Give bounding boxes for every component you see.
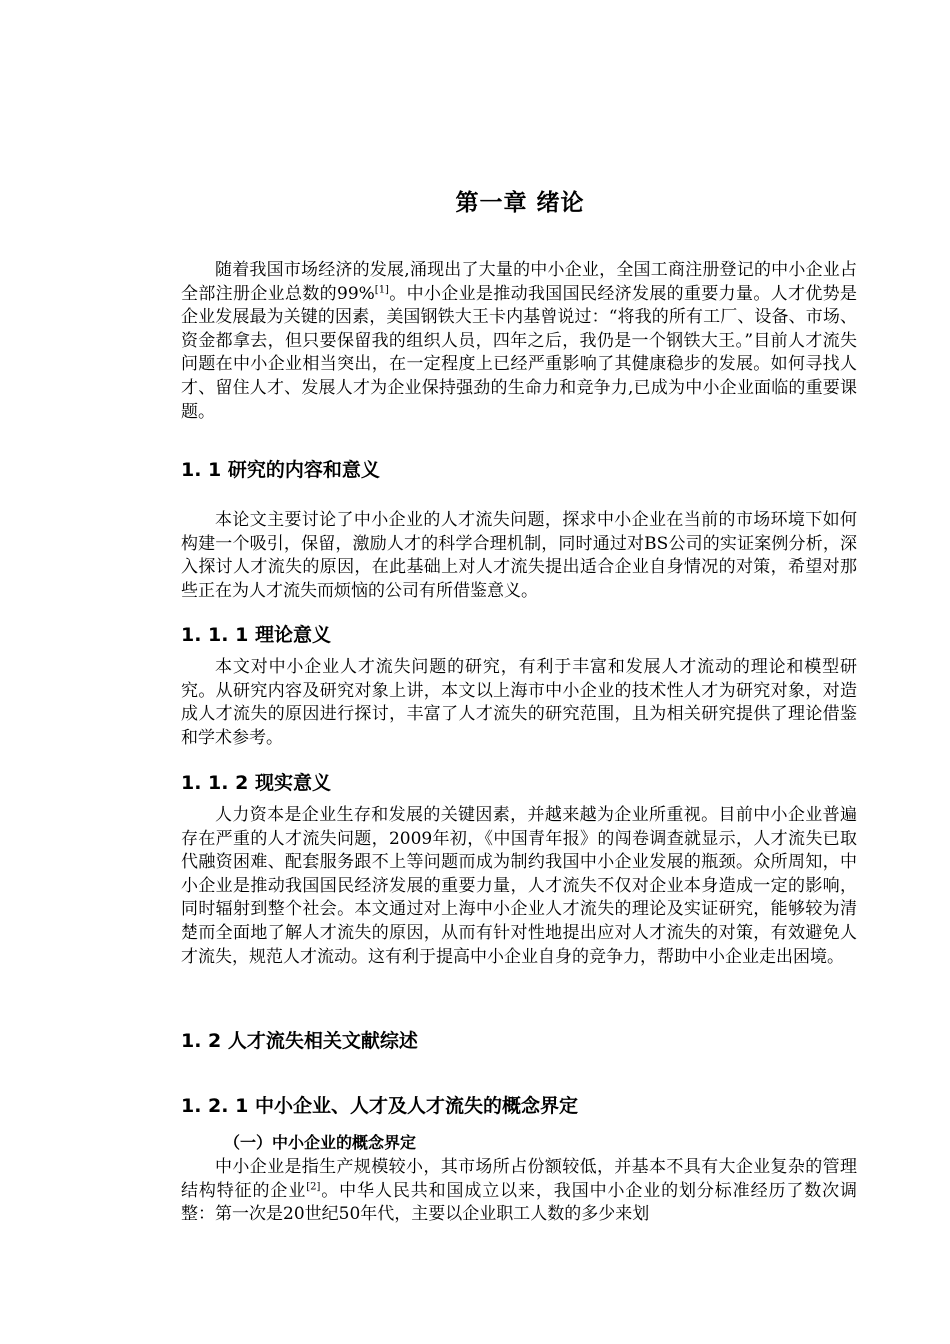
- section-heading-1-1: 1. 1 研究的内容和意义: [181, 459, 380, 481]
- intro-text-part1: 随着我国市场经济的发展,涌现出了大量的中小企业，全国工商注册登记的中小企业占全部注册企业总数的99%: [181, 260, 857, 304]
- subsection-heading-sme-definition: （一）中小企业的概念界定: [224, 1133, 417, 1152]
- section-heading-1-1-2: 1. 1. 2 现实意义: [181, 772, 331, 794]
- section-heading-1-2-1: 1. 2. 1 中小企业、人才及人才流失的概念界定: [181, 1095, 578, 1117]
- section-1-1-1-paragraph: 本文对中小企业人才流失问题的研究，有利于丰富和发展人才流动的理论和模型研究。从研究内容及研究对象上讲，本文以上海市中小企业的技术性人才为研究对象，对造成人才流失的原因进行探讨，丰富了人才流失的研究范围，且为相关研究提供了理论借鉴和学术参考。: [181, 657, 857, 748]
- section-1-1-paragraph: 本论文主要讨论了中小企业的人才流失问题，探求中小企业在当前的市场环境下如何构建一个吸引，保留，激励人才的科学合理机制，同时通过对BS公司的实证案例分析，深入探讨人才流失的原因，在此基础上对人才流失提出适合企业自身情况的对策，希望对那些正在为人才流失而烦恼的公司有所借鉴意义。: [181, 510, 857, 601]
- intro-paragraph: [181, 259, 857, 424]
- citation-ref-1: [1]: [374, 283, 389, 295]
- chapter-title: 第一章 绪论: [455, 190, 585, 216]
- section-1-1-2-paragraph: 人力资本是企业生存和发展的关键因素，并越来越为企业所重视。目前中小企业普遍存在严重的人才流失问题，2009年初，《中国青年报》的闯卷调查就显示，人才流失已取代融资困难、配套服务跟不上等问题而成为制约我国中小企业发展的瓶颈。众所周知，中小企业是推动我国国民经济发展的重要力量，人才流失不仅对企业本身造成一定的影响，同时辐射到整个社会。本文通过对上海中小企业人才流失的理论及实证研究，能够较为清楚而全面地了解人才流失的原因，从而有针对性地提出应对人才流失的对策，有效避免人才流失，规范人才流动。这有利于提高中小企业自身的竞争力，帮助中小企业走出困境。: [181, 805, 857, 967]
- sme-text-part1: 中小企业是指生产规模较小，其市场所占份额较低，并基本不具有大企业复杂的管理结构特征的企业: [181, 1157, 857, 1201]
- section-heading-1-2: 1. 2 人才流失相关文献综述: [181, 1030, 418, 1052]
- sme-text-part2: 。中华人民共和国成立以来，我国中小企业的划分标准经历了数次调整：第一次是20世纪50年代，主要以企业职工人数的多少来划: [181, 1180, 858, 1225]
- intro-text-part2: 。中小企业是推动我国国民经济发展的重要力量。人才优势是企业发展最为关键的因素，美国钢铁大王卡内基曾说过：“将我的所有工厂、设备、市场、资金都拿去，但只要保留我的组织人员，四年之后，我仍是一个钢铁大王。”目前人才流失问题在中小企业相当突出，在一定程度上已经严重影响了其健康稳步的发展。如何寻找人才、留住人才、发展人才为企业保持强劲的生命力和竞争力,已成为中小企业面临的重要课题。: [181, 283, 857, 422]
- citation-ref-2: [2]: [306, 1180, 321, 1192]
- section-1-2-1-paragraph: [181, 1156, 857, 1227]
- section-heading-1-1-1: 1. 1. 1 理论意义: [181, 624, 331, 646]
